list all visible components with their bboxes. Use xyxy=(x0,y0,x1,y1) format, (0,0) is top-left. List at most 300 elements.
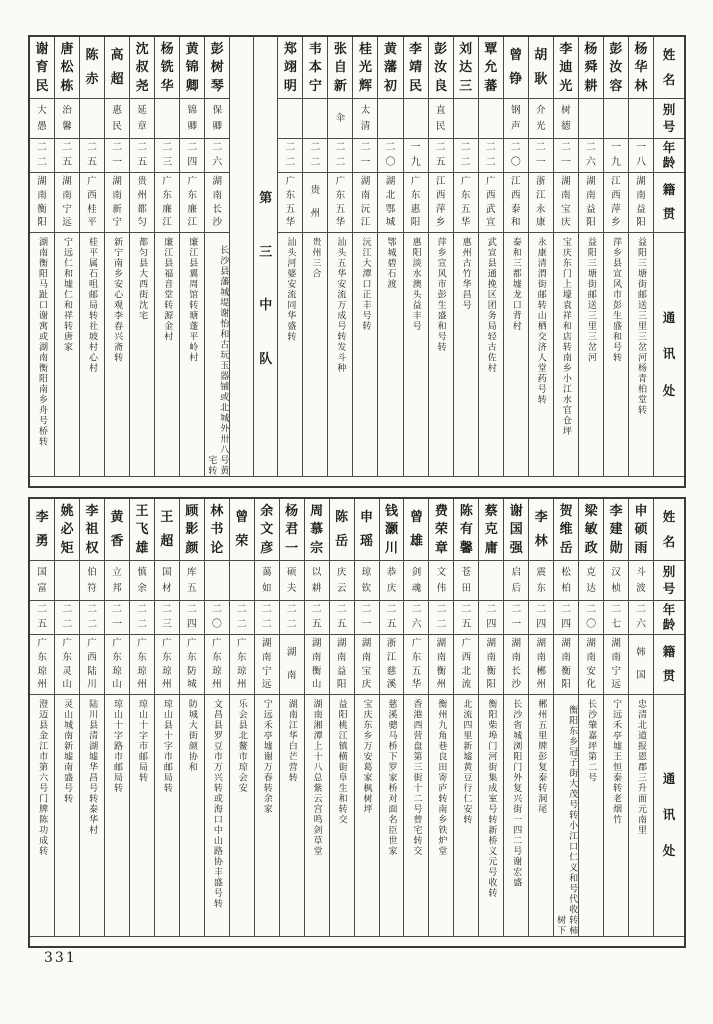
char: 南 xyxy=(561,651,571,663)
person-alias-chars xyxy=(479,561,503,600)
person-native xyxy=(355,635,379,695)
char: 阳 xyxy=(410,217,421,229)
person-address-text: 忠清北道报恩郡三升面元南里 xyxy=(636,699,647,836)
person-native xyxy=(278,173,302,233)
person-name xyxy=(130,37,154,99)
char: 州 xyxy=(212,679,222,691)
person-column xyxy=(79,499,104,936)
char: 籍 xyxy=(662,182,676,198)
char: 二 xyxy=(36,156,47,168)
char: 沈 xyxy=(135,41,149,57)
char: 汝 xyxy=(609,60,623,75)
char: 阳 xyxy=(636,217,646,229)
person-column xyxy=(277,37,302,476)
person-native xyxy=(180,173,204,233)
char: 二 xyxy=(310,156,321,168)
person-age-chars xyxy=(429,601,453,634)
person-name-chars xyxy=(303,37,327,98)
person-native xyxy=(280,635,304,695)
char: 铣 xyxy=(160,60,174,75)
person-age-chars xyxy=(529,601,553,634)
char: 华 xyxy=(335,217,346,229)
person-alias-chars xyxy=(404,99,428,138)
person-alias xyxy=(529,561,553,601)
char: 黄 xyxy=(110,509,124,525)
char: 治 xyxy=(62,104,72,116)
char: 二 xyxy=(361,604,372,616)
person-age-chars xyxy=(504,601,528,634)
char: 三 xyxy=(259,244,273,260)
person-native xyxy=(130,173,154,233)
person-age-chars xyxy=(180,139,204,172)
person-address xyxy=(330,695,354,936)
person-address-text: 都匀县大西街沈宅 xyxy=(137,237,148,321)
person-age xyxy=(80,601,104,635)
char: 陆 xyxy=(87,665,97,677)
char: 光 xyxy=(536,120,546,132)
person-native xyxy=(479,173,503,233)
person-address xyxy=(479,233,503,476)
char: 四 xyxy=(486,618,497,630)
person-alias xyxy=(479,99,503,139)
person-age xyxy=(554,601,578,635)
person-address-text: 武宣县通挽区团务局轻古佐村 xyxy=(485,237,496,374)
person-alias xyxy=(579,561,603,601)
person-address xyxy=(230,695,254,936)
person-name-chars xyxy=(579,37,603,98)
person-address xyxy=(155,695,179,936)
char: 二 xyxy=(386,604,397,616)
char: 广 xyxy=(411,638,422,650)
char: 五 xyxy=(137,156,148,168)
person-address xyxy=(80,233,104,476)
char: 华 xyxy=(411,679,422,691)
char: 申 xyxy=(634,503,648,519)
person-age xyxy=(130,139,154,173)
char: 广 xyxy=(237,638,247,650)
person-name-chars xyxy=(604,499,628,560)
char: 一 xyxy=(560,156,571,168)
person-column xyxy=(528,499,553,936)
person-age-chars xyxy=(454,601,478,634)
person-alias-chars xyxy=(355,561,379,600)
char: 防 xyxy=(187,665,197,677)
header-native xyxy=(654,173,684,233)
char: 〇 xyxy=(586,618,597,630)
person-name xyxy=(180,37,204,99)
char: 川 xyxy=(87,679,97,691)
char: 东 xyxy=(187,651,197,663)
char: 州 xyxy=(536,679,546,691)
char: 湖 xyxy=(360,176,371,188)
char: 江 xyxy=(536,189,546,201)
char: 柏 xyxy=(561,582,571,594)
person-address-text: 萍乡县宣风市彭生盛和号转 xyxy=(610,237,621,363)
char: 五 xyxy=(87,156,98,168)
person-name-chars xyxy=(579,499,603,560)
char: 二 xyxy=(62,142,72,154)
char: 四 xyxy=(187,156,198,168)
person-native xyxy=(429,173,453,233)
person-age-chars xyxy=(278,139,302,172)
char: 二 xyxy=(585,142,596,154)
person-alias-chars xyxy=(380,561,404,600)
char: 二 xyxy=(62,618,73,630)
person-alias xyxy=(180,99,204,139)
person-age-chars xyxy=(529,139,553,172)
char: 江 xyxy=(510,176,521,188)
char: 湖 xyxy=(586,638,596,650)
char: 桢 xyxy=(611,582,621,594)
person-address xyxy=(380,695,404,936)
person-name-chars xyxy=(629,37,653,98)
char: 民 xyxy=(435,120,446,132)
char: 州 xyxy=(310,208,321,220)
char: 州 xyxy=(37,679,47,691)
person-name-chars xyxy=(80,37,104,98)
char: 琴 xyxy=(210,78,224,94)
char: 富 xyxy=(37,582,47,594)
char: 高 xyxy=(110,47,124,63)
char: 一 xyxy=(112,618,123,630)
person-alias-chars xyxy=(30,561,54,600)
person-name xyxy=(380,499,404,561)
person-alias-chars xyxy=(429,561,453,600)
char: 处 xyxy=(662,843,676,859)
char: 湖 xyxy=(112,176,122,188)
header-age xyxy=(654,601,684,635)
person-alias xyxy=(604,99,628,139)
person-column xyxy=(428,499,453,936)
char: 讯 xyxy=(662,346,676,362)
char: 一 xyxy=(535,156,546,168)
person-name-chars xyxy=(105,499,129,560)
char: 李 xyxy=(609,503,623,519)
char: 二 xyxy=(411,604,422,616)
person-name xyxy=(378,37,402,99)
person-name xyxy=(205,37,229,99)
char: 馨 xyxy=(459,540,473,556)
person-age-chars xyxy=(130,601,154,634)
char: 苍 xyxy=(461,566,472,578)
char: 二 xyxy=(136,618,147,630)
char: 影 xyxy=(185,522,199,537)
char: 韦 xyxy=(308,41,322,57)
char: 宁 xyxy=(261,665,272,677)
person-name-chars xyxy=(55,37,79,98)
person-alias xyxy=(255,561,279,601)
person-native-chars xyxy=(429,635,453,694)
person-native xyxy=(330,635,354,695)
char: 光 xyxy=(358,60,372,75)
char: 陈 xyxy=(459,503,473,519)
person-address-text: 衡州九角巷良田寄庐转南乡铁炉堂 xyxy=(436,699,447,857)
char: 江 xyxy=(187,217,197,229)
char: 二 xyxy=(586,604,597,616)
person-name-chars xyxy=(55,499,79,560)
char: 龄 xyxy=(662,154,676,170)
person-column xyxy=(279,499,304,936)
person-column xyxy=(553,37,578,476)
person-age xyxy=(579,139,603,173)
char: 州 xyxy=(137,679,147,691)
person-name xyxy=(80,499,104,561)
char: 贵 xyxy=(310,185,321,197)
char: 广 xyxy=(62,638,72,650)
person-address-text: 益阳三塘街邮送三里三岔河 xyxy=(585,237,596,363)
char: 二 xyxy=(560,142,571,154)
char: 二 xyxy=(236,618,247,630)
char: 二 xyxy=(335,156,346,168)
char: 城 xyxy=(187,679,197,691)
person-native-chars xyxy=(105,635,129,694)
person-address-text: 宁远仁和墟仁和祥转唐家 xyxy=(62,237,72,353)
person-name xyxy=(429,499,453,561)
person-address xyxy=(303,233,327,476)
person-column xyxy=(379,499,404,936)
person-column xyxy=(30,37,54,476)
char: 二 xyxy=(212,142,223,154)
char: 龄 xyxy=(662,616,676,632)
person-native-chars xyxy=(80,173,104,232)
person-column xyxy=(453,37,478,476)
person-age xyxy=(504,139,528,173)
char: 东 xyxy=(536,582,546,594)
person-age-chars xyxy=(205,601,229,634)
char: 林 xyxy=(534,534,548,550)
person-name xyxy=(554,499,578,561)
char: 符 xyxy=(87,582,97,594)
person-age xyxy=(479,601,503,635)
person-column xyxy=(403,499,428,936)
person-native xyxy=(378,173,402,233)
char: 长 xyxy=(511,665,522,677)
person-native xyxy=(454,635,478,695)
person-native xyxy=(155,173,179,233)
char: 姚 xyxy=(60,503,74,519)
char: 杨 xyxy=(285,503,299,519)
person-address xyxy=(554,233,578,476)
char: 耕 xyxy=(311,582,322,594)
column-headers xyxy=(653,37,684,476)
person-age-chars xyxy=(205,139,229,172)
char: 阳 xyxy=(561,679,571,691)
char: 二 xyxy=(385,142,396,154)
person-alias xyxy=(429,99,453,139)
person-age xyxy=(330,601,354,635)
header-name-chars xyxy=(654,37,684,98)
char: 二 xyxy=(187,142,198,154)
person-name-chars xyxy=(278,37,302,98)
char: 二 xyxy=(511,604,522,616)
person-name xyxy=(155,499,179,561)
person-native-chars xyxy=(604,635,628,694)
person-alias xyxy=(504,561,528,601)
char: 四 xyxy=(561,618,572,630)
person-address xyxy=(55,233,79,476)
person-column xyxy=(352,37,377,476)
char: 二 xyxy=(285,142,296,154)
person-column xyxy=(204,37,229,476)
char: 处 xyxy=(662,382,676,398)
char: 南 xyxy=(37,189,47,201)
char: 藩 xyxy=(384,60,398,75)
char: 宝 xyxy=(561,203,571,215)
char: 三 xyxy=(161,618,172,630)
person-alias xyxy=(529,99,553,139)
char: 琼 xyxy=(361,566,372,578)
char: 别 xyxy=(662,563,676,579)
person-address xyxy=(454,233,478,476)
person-age xyxy=(180,139,204,173)
char: 西 xyxy=(485,189,496,201)
person-age xyxy=(280,601,304,635)
char: 西 xyxy=(611,189,621,201)
char: 张 xyxy=(333,41,347,57)
char: 松 xyxy=(60,60,74,75)
person-address-text: 廉江县翼周馆转塘蓬平岭村 xyxy=(187,237,198,363)
person-age-chars xyxy=(305,601,329,634)
person-age xyxy=(529,139,553,173)
person-age xyxy=(604,601,628,635)
char: 宁 xyxy=(308,78,322,94)
char: 良 xyxy=(434,78,448,94)
char: 五 xyxy=(285,203,296,215)
person-name xyxy=(479,37,503,99)
char: 湖 xyxy=(536,638,546,650)
person-age xyxy=(454,601,478,635)
person-age-chars xyxy=(328,139,352,172)
person-name xyxy=(404,499,428,561)
char: 二 xyxy=(436,618,447,630)
header-age xyxy=(654,139,684,173)
person-address-text: 宁远禾亭墟谢万春转余家 xyxy=(261,699,272,815)
char: 周 xyxy=(310,503,324,519)
person-address-text: 泰和三都墟龙口背村 xyxy=(510,237,521,332)
person-alias-chars xyxy=(529,99,553,138)
char: 西 xyxy=(87,651,97,663)
char: 二 xyxy=(137,142,148,154)
person-alias xyxy=(105,99,129,139)
person-native-chars xyxy=(479,635,503,694)
char: 年 xyxy=(662,601,676,617)
char: 阳 xyxy=(586,217,596,229)
char: 南 xyxy=(486,651,497,663)
person-alias-chars xyxy=(604,561,628,600)
person-age xyxy=(404,139,428,173)
person-native xyxy=(55,173,79,233)
person-alias-chars xyxy=(330,561,354,600)
person-address xyxy=(255,695,279,936)
person-address xyxy=(429,695,453,936)
char: 湖 xyxy=(436,638,447,650)
person-name xyxy=(454,499,478,561)
person-alias xyxy=(579,99,603,139)
char: 湖 xyxy=(486,638,497,650)
char: 惠 xyxy=(112,104,122,116)
person-name-chars xyxy=(380,499,404,560)
person-alias-chars xyxy=(105,99,129,138)
header-name xyxy=(654,499,684,561)
char: 直 xyxy=(435,104,446,116)
char: 山 xyxy=(311,679,322,691)
char: 保 xyxy=(212,104,223,116)
person-alias-chars xyxy=(303,99,327,138)
person-address xyxy=(205,233,229,476)
person-address xyxy=(429,233,453,476)
person-name-chars xyxy=(205,37,229,98)
person-age-chars xyxy=(479,601,503,634)
person-age xyxy=(278,139,302,173)
person-address xyxy=(529,695,553,936)
person-address-text: 文昌县罗豆市万兴转或海口中山路协丰盛号转 xyxy=(211,699,222,909)
char: 西 xyxy=(87,189,97,201)
person-address xyxy=(205,695,229,936)
person-native-chars xyxy=(55,173,79,232)
person-alias xyxy=(130,561,154,601)
person-native-chars xyxy=(130,635,154,694)
person-alias xyxy=(330,561,354,601)
char: 湖 xyxy=(212,176,223,188)
person-native xyxy=(554,173,578,233)
person-name-chars xyxy=(629,499,653,560)
char: 宗 xyxy=(310,540,324,556)
person-address xyxy=(355,695,379,936)
person-alias xyxy=(404,99,428,139)
person-alias xyxy=(80,561,104,601)
person-alias-chars xyxy=(629,99,653,138)
char: 黄 xyxy=(384,41,398,57)
person-name xyxy=(105,499,129,561)
char: 树 xyxy=(561,104,571,116)
char: 八 xyxy=(635,156,646,168)
person-name xyxy=(305,499,329,561)
char: 别 xyxy=(662,101,676,117)
person-column xyxy=(354,499,379,936)
char: 灏 xyxy=(384,522,398,537)
person-alias-chars xyxy=(55,561,79,600)
char: 南 xyxy=(636,189,646,201)
person-alias xyxy=(155,561,179,601)
char: 琼 xyxy=(237,665,247,677)
char: 浙 xyxy=(386,638,397,650)
char: 君 xyxy=(285,522,299,537)
person-column xyxy=(79,37,104,476)
char: 以 xyxy=(311,566,322,578)
person-age xyxy=(380,601,404,635)
person-native-chars xyxy=(303,173,327,232)
person-column xyxy=(304,499,329,936)
char: 颜 xyxy=(185,540,199,556)
char: 第 xyxy=(259,191,273,207)
char: 一 xyxy=(112,156,123,168)
char: 五 xyxy=(435,156,446,168)
char: 二 xyxy=(435,142,446,154)
person-name-chars xyxy=(454,37,478,98)
char: 东 xyxy=(187,189,197,201)
person-name xyxy=(330,499,354,561)
char: 益 xyxy=(636,203,646,215)
person-name-chars xyxy=(155,37,179,98)
char: 广 xyxy=(87,176,97,188)
char: 舜 xyxy=(584,60,598,75)
person-native xyxy=(80,635,104,695)
char: 二 xyxy=(261,604,272,616)
person-column xyxy=(603,37,628,476)
char: 田 xyxy=(461,582,472,594)
person-alias xyxy=(130,99,154,139)
person-age xyxy=(454,139,478,173)
